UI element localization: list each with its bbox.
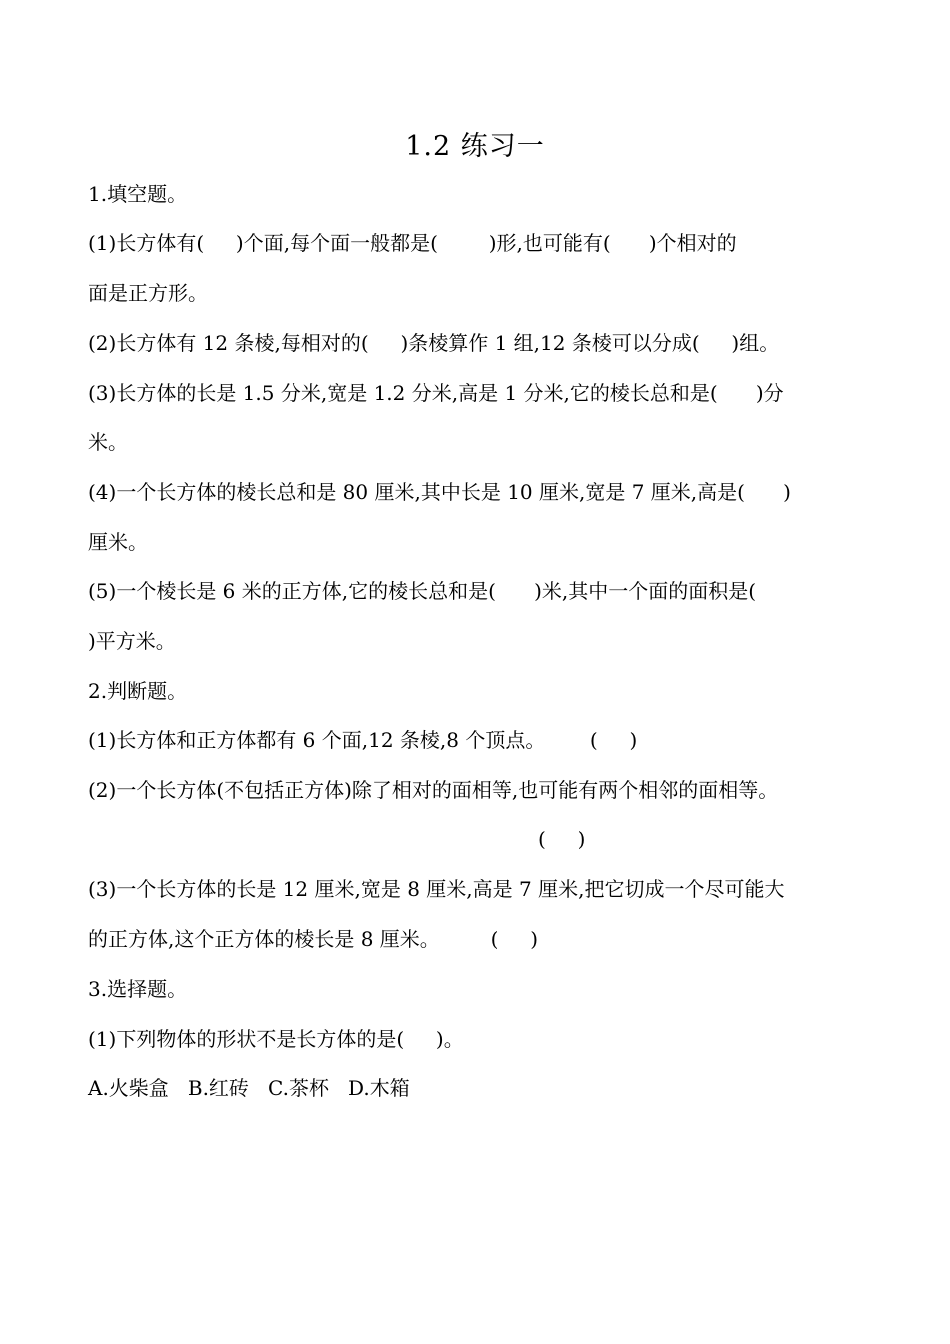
- question-text: 的正方体,这个正方体的棱长是 8 厘米。 ( ): [88, 927, 539, 951]
- question-text: 厘米。: [88, 530, 148, 554]
- section-heading: 3.选择题。: [88, 977, 188, 1001]
- question-text: (4)一个长方体的棱长总和是 80 厘米,其中长是 10 厘米,宽是 7 厘米,高是( ): [88, 480, 791, 504]
- page-title: 1.2 练习一: [405, 131, 545, 162]
- question-text: 米。: [88, 430, 128, 454]
- question-text: (1)长方体有( )个面,每个面一般都是( )形,也可能有( )个相对的: [88, 231, 737, 255]
- question-text: (5)一个棱长是 6 米的正方体,它的棱长总和是( )米,其中一个面的面积是(: [88, 579, 757, 603]
- answer-options: A.火柴盒 B.红砖 C.茶杯 D.木箱: [88, 1076, 410, 1100]
- question-text: (1)下列物体的形状不是长方体的是( )。: [88, 1027, 464, 1051]
- question-text: (3)一个长方体的长是 12 厘米,宽是 8 厘米,高是 7 厘米,把它切成一个尽可能大: [88, 877, 785, 901]
- question-text: (2)一个长方体(不包括正方体)除了相对的面相等,也可能有两个相邻的面相等。: [88, 778, 779, 802]
- answer-bracket: ( ): [538, 827, 586, 851]
- question-text: (2)长方体有 12 条棱,每相对的( )条棱算作 1 组,12 条棱可以分成( )组。: [88, 331, 780, 355]
- question-text: (3)长方体的长是 1.5 分米,宽是 1.2 分米,高是 1 分米,它的棱长总和是( )分: [88, 381, 784, 405]
- question-text: )平方米。: [88, 629, 176, 653]
- section-heading: 2.判断题。: [88, 679, 188, 703]
- question-text: (1)长方体和正方体都有 6 个面,12 条棱,8 个顶点。 ( ): [88, 728, 638, 752]
- section-heading: 1.填空题。: [88, 182, 188, 206]
- question-text: 面是正方形。: [88, 281, 208, 305]
